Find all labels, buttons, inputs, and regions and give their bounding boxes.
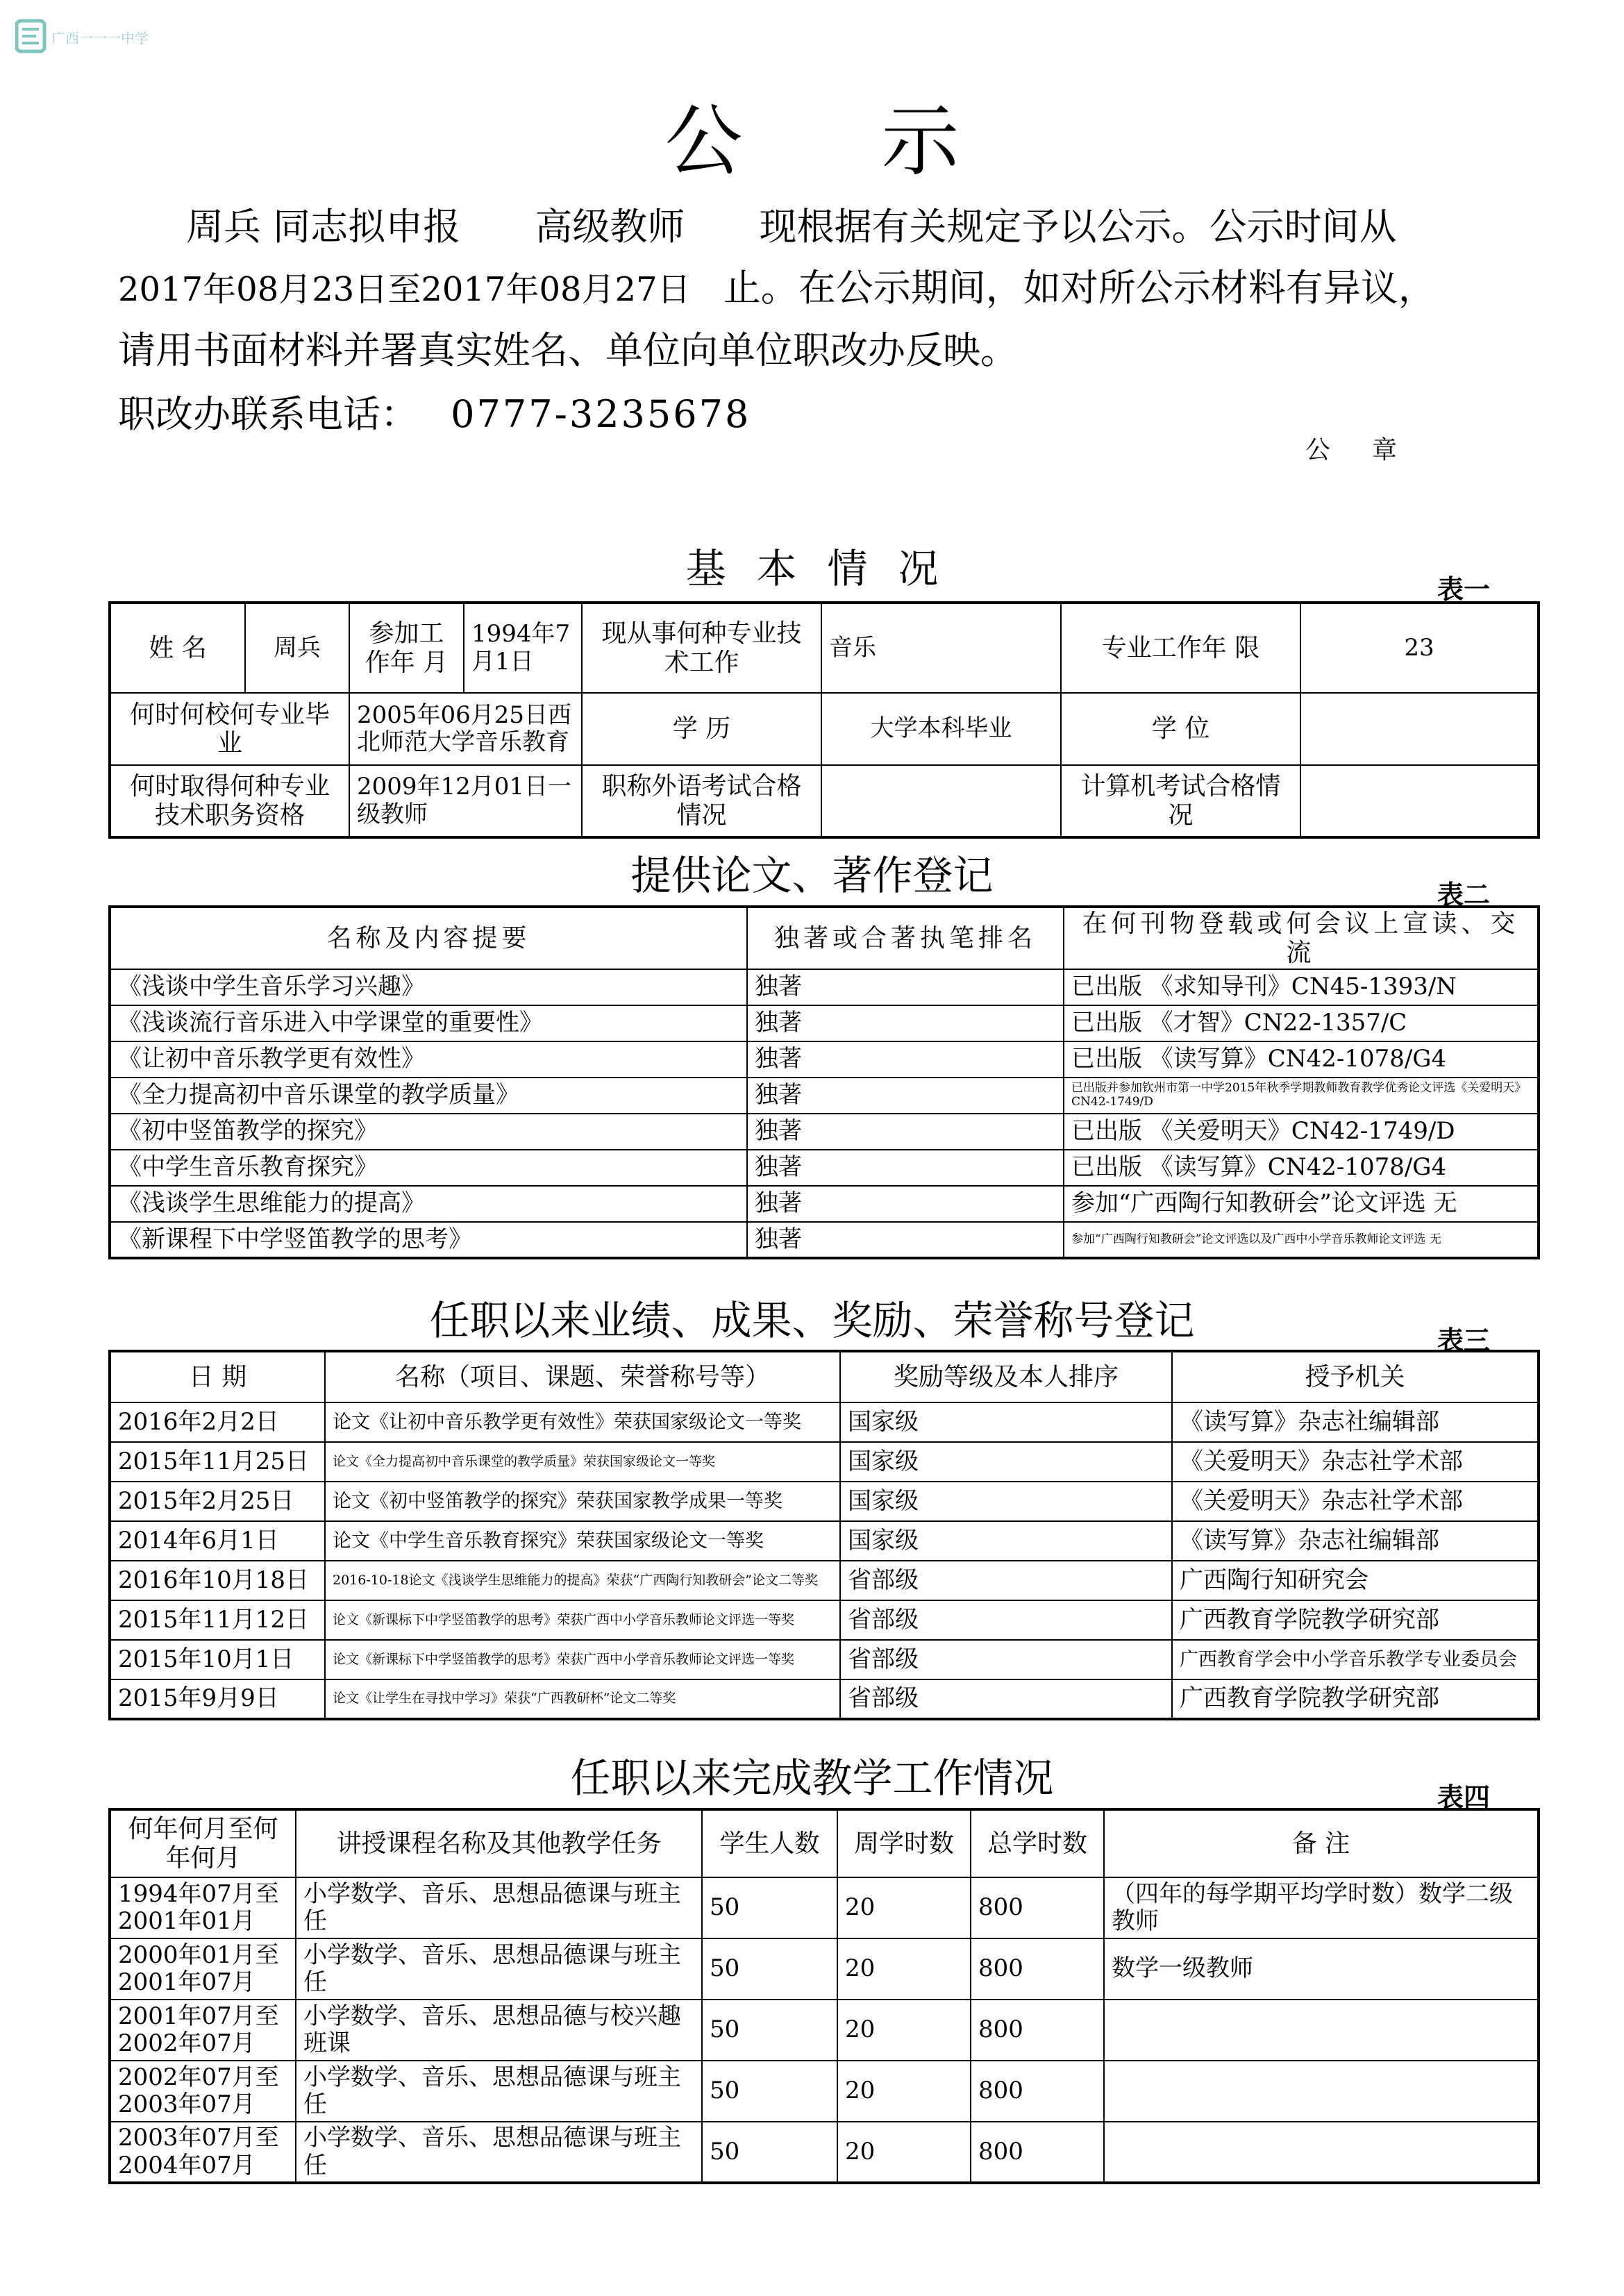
teaching-weekly-cell: 20 bbox=[837, 2122, 971, 2183]
label-current-field: 现从事何种专业技术工作 bbox=[582, 603, 821, 693]
page-title: 公示 bbox=[664, 97, 1098, 187]
paper-authorship-cell: 独著 bbox=[747, 1186, 1064, 1222]
teaching-header-weekly-hours: 周学时数 bbox=[837, 1809, 971, 1877]
table-row bbox=[110, 1005, 1539, 1041]
awards-header-date: 日 期 bbox=[110, 1351, 325, 1402]
teaching-course-cell: 小学数学、音乐、思想品德课与班主任 bbox=[296, 2061, 702, 2122]
paper-publication-cell: 参加“广西陶行知教研会”论文评选 无 bbox=[1064, 1186, 1539, 1222]
label-graduation: 何时何校何专业毕 业 bbox=[110, 693, 349, 765]
teaching-course-cell: 小学数学、音乐、思想品德课与班主任 bbox=[296, 1938, 702, 2000]
teaching-period-cell: 2002年07月至2003年07月 bbox=[110, 2061, 296, 2122]
paper-authorship-cell: 独著 bbox=[747, 1041, 1064, 1078]
award-issuer-cell: 《读写算》杂志社编辑部 bbox=[1172, 1521, 1539, 1561]
label-computer-exam: 计算机考试合格情况 bbox=[1061, 765, 1300, 837]
paper-title-cell: 《让初中音乐教学更有效性》 bbox=[110, 1041, 747, 1078]
svg-text:广西一一一中学: 广西一一一中学 bbox=[51, 30, 149, 47]
papers-title: 提供论文、著作登记 bbox=[630, 852, 994, 899]
teaching-total-cell: 800 bbox=[971, 2061, 1104, 2122]
award-name-cell: 2016-10-18论文《浅谈学生思维能力的提高》荣获“广西陶行知教研会”论文二等奖 bbox=[325, 1561, 840, 1600]
notice-period: 2017年08月23日至2017年08月27日 bbox=[118, 270, 691, 309]
award-issuer-cell: 广西教育学院教学研究部 bbox=[1172, 1679, 1539, 1719]
awards-header-level: 奖励等级及本人排序 bbox=[840, 1351, 1172, 1402]
school-logo bbox=[15, 15, 161, 57]
table-row bbox=[110, 1078, 1539, 1114]
award-date-cell: 2016年10月18日 bbox=[110, 1561, 325, 1600]
teaching-header-students: 学生人数 bbox=[702, 1809, 837, 1877]
award-name-cell: 论文《全力提高初中音乐课堂的教学质量》荣获国家级论文一等奖 bbox=[325, 1442, 840, 1482]
teaching-weekly-cell: 20 bbox=[837, 2061, 971, 2122]
teaching-period-cell: 2000年01月至2001年07月 bbox=[110, 1938, 296, 2000]
teaching-total-cell: 800 bbox=[971, 1938, 1104, 2000]
table-row bbox=[110, 1521, 1539, 1561]
paper-title-cell: 《初中竖笛教学的探究》 bbox=[110, 1114, 747, 1150]
teaching-weekly-cell: 20 bbox=[837, 2000, 971, 2061]
paper-title-cell: 《浅谈流行音乐进入中学课堂的重要性》 bbox=[110, 1005, 747, 1041]
teaching-total-cell: 800 bbox=[971, 2122, 1104, 2183]
table-row bbox=[110, 969, 1539, 1005]
award-level-cell: 国家级 bbox=[840, 1482, 1172, 1521]
notice-line-4 bbox=[118, 392, 1548, 436]
award-level-cell: 省部级 bbox=[840, 1679, 1172, 1719]
table-tag: 表三 bbox=[1437, 1325, 1491, 1356]
basic-info-title: 基本情况 bbox=[685, 545, 969, 592]
paper-title-cell: 《全力提高初中音乐课堂的教学质量》 bbox=[110, 1078, 747, 1114]
teaching-header-total-hours: 总学时数 bbox=[971, 1809, 1104, 1877]
table-row bbox=[110, 1600, 1539, 1640]
award-level-cell: 国家级 bbox=[840, 1402, 1172, 1442]
paper-authorship-cell: 独著 bbox=[747, 1078, 1064, 1114]
table-row bbox=[110, 1442, 1539, 1482]
teaching-students-cell: 50 bbox=[702, 2122, 837, 2183]
teaching-header-course: 讲授课程名称及其他教学任务 bbox=[296, 1809, 702, 1877]
teaching-period-cell: 2003年07月至2004年07月 bbox=[110, 2122, 296, 2183]
applied-rank: 高级教师 bbox=[535, 205, 685, 249]
paper-title-cell: 《浅谈学生思维能力的提高》 bbox=[110, 1186, 747, 1222]
table-row bbox=[110, 1877, 1539, 1938]
label-qualification: 何时取得何种专业技术职务资格 bbox=[110, 765, 349, 837]
teaching-remarks-cell bbox=[1104, 2122, 1539, 2183]
notice-text: 同志拟申报 bbox=[273, 205, 461, 249]
award-date-cell: 2015年11月25日 bbox=[110, 1442, 325, 1482]
value-current-field: 音乐 bbox=[821, 603, 1061, 693]
applicant-name: 周兵 bbox=[186, 205, 261, 249]
papers-header-publication: 在何刊物登载或何会议上宣读、交流 bbox=[1064, 907, 1539, 969]
teaching-header-period: 何年何月至何年何月 bbox=[110, 1809, 296, 1877]
label-years: 专业工作年 限 bbox=[1061, 603, 1300, 693]
table-row bbox=[110, 2061, 1539, 2122]
papers-table bbox=[108, 905, 1540, 1259]
label-degree: 学 位 bbox=[1061, 693, 1300, 765]
teaching-students-cell: 50 bbox=[702, 1877, 837, 1938]
table-row bbox=[110, 1150, 1539, 1186]
table-row bbox=[110, 1222, 1539, 1258]
award-date-cell: 2014年6月1日 bbox=[110, 1521, 325, 1561]
award-level-cell: 省部级 bbox=[840, 1561, 1172, 1600]
table-row bbox=[110, 1041, 1539, 1078]
label-work-start: 参加工作年 月 bbox=[349, 603, 464, 693]
notice-line-1 bbox=[186, 205, 1616, 249]
award-issuer-cell: 《读写算》杂志社编辑部 bbox=[1172, 1402, 1539, 1442]
teaching-remarks-cell: 数学一级教师 bbox=[1104, 1938, 1539, 2000]
table-row bbox=[110, 1561, 1539, 1600]
award-name-cell: 论文《初中竖笛教学的探究》荣获国家教学成果一等奖 bbox=[325, 1482, 840, 1521]
teaching-course-cell: 小学数学、音乐、思想品德课与班主任 bbox=[296, 2122, 702, 2183]
paper-publication-cell: 已出版 《读写算》CN42-1078/G4 bbox=[1064, 1041, 1539, 1078]
paper-authorship-cell: 独著 bbox=[747, 1114, 1064, 1150]
paper-authorship-cell: 独著 bbox=[747, 1005, 1064, 1041]
paper-authorship-cell: 独著 bbox=[747, 969, 1064, 1005]
teaching-students-cell: 50 bbox=[702, 1938, 837, 2000]
teaching-total-cell: 800 bbox=[971, 1877, 1104, 1938]
award-level-cell: 国家级 bbox=[840, 1442, 1172, 1482]
teaching-remarks-cell bbox=[1104, 2000, 1539, 2061]
teaching-remarks-cell bbox=[1104, 2061, 1539, 2122]
paper-publication-cell: 已出版 《才智》CN22-1357/C bbox=[1064, 1005, 1539, 1041]
papers-header-authorship: 独著或合著执笔排名 bbox=[747, 907, 1064, 969]
paper-publication-cell: 已出版 《求知导刊》CN45-1393/N bbox=[1064, 969, 1539, 1005]
teaching-students-cell: 50 bbox=[702, 2000, 837, 2061]
table-row bbox=[110, 1114, 1539, 1150]
award-name-cell: 论文《中学生音乐教育探究》荣获国家级论文一等奖 bbox=[325, 1521, 840, 1561]
awards-table bbox=[108, 1350, 1540, 1720]
table-row bbox=[110, 1186, 1539, 1222]
award-name-cell: 论文《新课标下中学竖笛教学的思考》荣获广西中小学音乐教师论文评选一等奖 bbox=[325, 1600, 840, 1640]
awards-header-name: 名称（项目、课题、荣誉称号等） bbox=[325, 1351, 840, 1402]
paper-publication-cell: 已出版并参加钦州市第一中学2015年秋季学期教师教育教学优秀论文评选《关爱明天》CN42-1749/D bbox=[1064, 1078, 1539, 1114]
table-tag: 表一 bbox=[1437, 574, 1491, 605]
value-graduation: 2005年06月25日西北师范大学音乐教育 bbox=[349, 693, 582, 765]
teaching-header-remarks: 备 注 bbox=[1104, 1809, 1539, 1877]
notice-line-3: 请用书面材料并署真实姓名、单位向单位职改办反映。 bbox=[118, 328, 1018, 372]
paper-title-cell: 《中学生音乐教育探究》 bbox=[110, 1150, 747, 1186]
paper-title-cell: 《新课程下中学竖笛教学的思考》 bbox=[110, 1222, 747, 1258]
phone-number: 0777-3235678 bbox=[451, 392, 751, 436]
teaching-students-cell: 50 bbox=[702, 2061, 837, 2122]
value-computer-exam bbox=[1300, 765, 1539, 837]
value-degree bbox=[1300, 693, 1539, 765]
table-row bbox=[110, 1938, 1539, 2000]
table-tag: 表四 bbox=[1437, 1782, 1491, 1813]
award-name-cell: 论文《让学生在寻找中学习》荣获“广西教研杯”论文二等奖 bbox=[325, 1679, 840, 1719]
teaching-remarks-cell: （四年的每学期平均学时数）数学二级教师 bbox=[1104, 1877, 1539, 1938]
paper-title-cell: 《浅谈中学生音乐学习兴趣》 bbox=[110, 969, 747, 1005]
paper-publication-cell: 已出版 《读写算》CN42-1078/G4 bbox=[1064, 1150, 1539, 1186]
awards-title: 任职以来业绩、成果、奖励、荣誉称号登记 bbox=[429, 1297, 1195, 1344]
label-education: 学 历 bbox=[582, 693, 821, 765]
value-years: 23 bbox=[1300, 603, 1539, 693]
award-date-cell: 2015年9月9日 bbox=[110, 1679, 325, 1719]
notice-text: 止。在公示期间，如对所公示材料有异议， bbox=[723, 266, 1436, 310]
award-name-cell: 论文《新课标下中学竖笛教学的思考》荣获广西中小学音乐教师论文评选一等奖 bbox=[325, 1640, 840, 1679]
label-name: 姓 名 bbox=[110, 603, 245, 693]
value-name: 周兵 bbox=[245, 603, 349, 693]
awards-header-issuer: 授予机关 bbox=[1172, 1351, 1539, 1402]
award-level-cell: 国家级 bbox=[840, 1521, 1172, 1561]
table-row bbox=[110, 1679, 1539, 1719]
paper-authorship-cell: 独著 bbox=[747, 1222, 1064, 1258]
teaching-course-cell: 小学数学、音乐、思想品德课与班主任 bbox=[296, 1877, 702, 1938]
value-qualification: 2009年12月01日一级教师 bbox=[349, 765, 582, 837]
official-seal-text: 公章 bbox=[1305, 436, 1439, 464]
value-foreign-exam bbox=[821, 765, 1061, 837]
phone-label: 职改办联系电话： bbox=[118, 392, 418, 436]
notice-text: 现根据有关规定予以公示。公示时间从 bbox=[759, 205, 1397, 249]
award-level-cell: 省部级 bbox=[840, 1640, 1172, 1679]
award-date-cell: 2015年2月25日 bbox=[110, 1482, 325, 1521]
value-education: 大学本科毕业 bbox=[821, 693, 1061, 765]
table-row bbox=[110, 2122, 1539, 2183]
award-issuer-cell: 广西教育学会中小学音乐教学专业委员会 bbox=[1172, 1640, 1539, 1679]
award-name-cell: 论文《让初中音乐教学更有效性》荣获国家级论文一等奖 bbox=[325, 1402, 840, 1442]
award-issuer-cell: 《关爱明天》杂志社学术部 bbox=[1172, 1442, 1539, 1482]
table-tag: 表二 bbox=[1437, 880, 1491, 910]
paper-publication-cell: 参加“广西陶行知教研会”论文评选以及广西中小学音乐教师论文评选 无 bbox=[1064, 1222, 1539, 1258]
table-row bbox=[110, 1482, 1539, 1521]
paper-publication-cell: 已出版 《关爱明天》CN42-1749/D bbox=[1064, 1114, 1539, 1150]
award-issuer-cell: 广西陶行知研究会 bbox=[1172, 1561, 1539, 1600]
teaching-table bbox=[108, 1808, 1540, 2184]
teaching-total-cell: 800 bbox=[971, 2000, 1104, 2061]
table-row bbox=[110, 2000, 1539, 2061]
papers-header-name: 名称及内容提要 bbox=[110, 907, 747, 969]
award-date-cell: 2016年2月2日 bbox=[110, 1402, 325, 1442]
notice-line-2 bbox=[118, 266, 1548, 310]
teaching-weekly-cell: 20 bbox=[837, 1938, 971, 2000]
paper-authorship-cell: 独著 bbox=[747, 1150, 1064, 1186]
award-date-cell: 2015年11月12日 bbox=[110, 1600, 325, 1640]
award-level-cell: 省部级 bbox=[840, 1600, 1172, 1640]
teaching-period-cell: 1994年07月至2001年01月 bbox=[110, 1877, 296, 1938]
table-row bbox=[110, 1402, 1539, 1442]
teaching-period-cell: 2001年07月至2002年07月 bbox=[110, 2000, 296, 2061]
award-issuer-cell: 《关爱明天》杂志社学术部 bbox=[1172, 1482, 1539, 1521]
label-foreign-exam: 职称外语考试合格情况 bbox=[582, 765, 821, 837]
award-issuer-cell: 广西教育学院教学研究部 bbox=[1172, 1600, 1539, 1640]
award-date-cell: 2015年10月1日 bbox=[110, 1640, 325, 1679]
teaching-course-cell: 小学数学、音乐、思想品德与校兴趣班课 bbox=[296, 2000, 702, 2061]
teaching-title: 任职以来完成教学工作情况 bbox=[570, 1754, 1054, 1802]
basic-info-table bbox=[108, 601, 1540, 839]
table-row bbox=[110, 1640, 1539, 1679]
value-work-start: 1994年7月1日 bbox=[464, 603, 582, 693]
teaching-weekly-cell: 20 bbox=[837, 1877, 971, 1938]
